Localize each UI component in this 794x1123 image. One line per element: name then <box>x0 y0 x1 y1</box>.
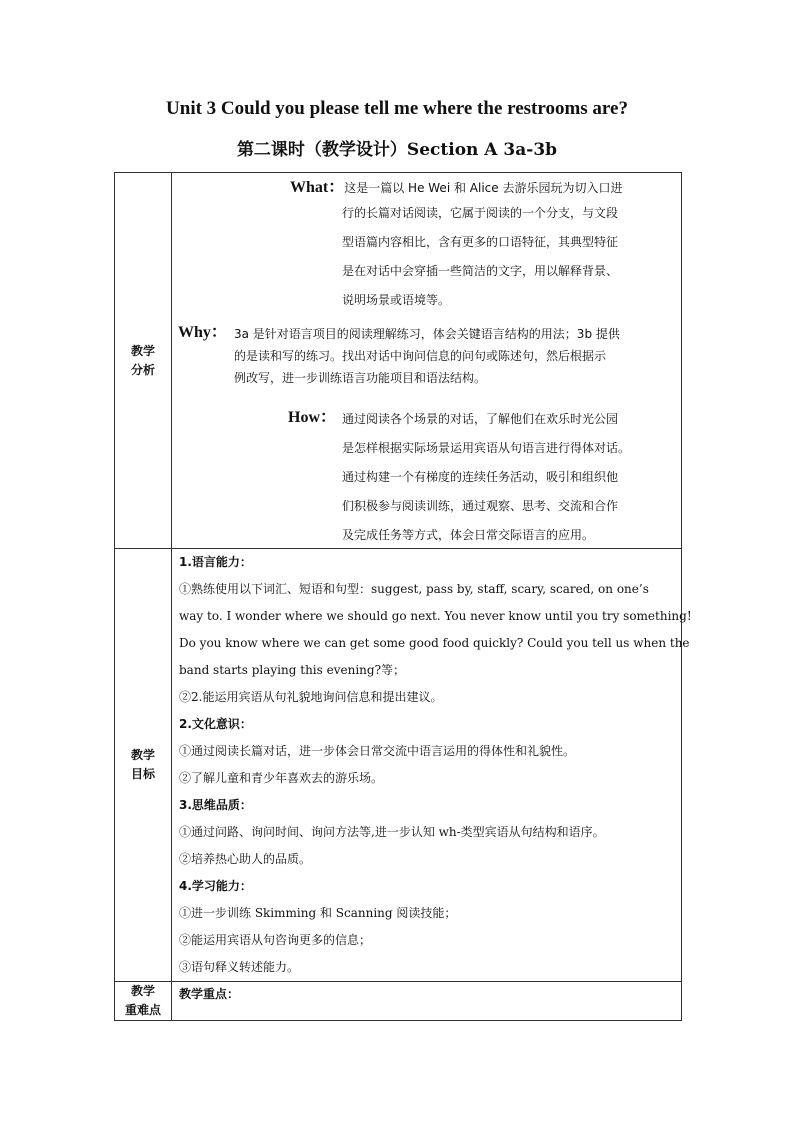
keypoints-row <box>115 982 682 1021</box>
how-line: 及完成任务等方式，体会日常交际语言的应用。 <box>342 528 595 542</box>
objective-heading: 3.思维品质： <box>179 798 252 812</box>
how-line: 通过构建一个有梯度的连续任务活动，吸引和组织他 <box>342 470 619 484</box>
objective-item: way to. I wonder where we should go next. You never know until you try something! <box>179 609 692 623</box>
objective-heading: 4.学习能力： <box>179 879 252 893</box>
page-title-english: Unit 3 Could you please tell me where the restrooms are? <box>166 98 628 119</box>
objective-item: band starts playing this evening?等； <box>179 663 405 677</box>
objective-item: ③语句释义转述能力。 <box>179 960 300 974</box>
why-line: 3a 是针对语言项目的阅读理解练习，体会关键语言结构的用法；3b 提供 <box>234 327 620 341</box>
objective-item: ①熟练使用以下词汇、短语和句型：suggest, pass by, staff, scary, scared, on one’s <box>179 582 649 596</box>
how-keyword: How： <box>288 409 337 426</box>
what-line: 行的长篇对话阅读，它属于阅读的一个分支，与文段 <box>342 206 619 220</box>
why-line: 例改写，进一步训练语言功能项目和语法结构。 <box>234 371 487 385</box>
how-line: 们积极参与阅读训练，通过观察、思考、交流和合作 <box>342 499 619 513</box>
how-section <box>288 405 680 550</box>
keypoints-label: 教学 重难点 <box>115 982 172 1021</box>
what-keyword: What： <box>290 179 345 196</box>
why-line: 的是读和写的练习。找出对话中询问信息的问句或陈述句，然后根据示 <box>234 349 607 363</box>
analysis-content <box>172 173 682 549</box>
objectives-row <box>115 549 682 982</box>
what-line: 这是一篇以 He Wei 和 Alice 去游乐园玩为切入口进 <box>344 181 623 195</box>
objective-heading: 2.文化意识： <box>179 717 252 731</box>
objectives-label: 教学 目标 <box>115 549 172 982</box>
how-line: 通过阅读各个场景的对话，了解他们在欢乐时光公园 <box>342 412 619 426</box>
keypoints-content <box>172 982 682 1021</box>
objective-item: ②了解儿童和青少年喜欢去的游乐场。 <box>179 771 384 785</box>
analysis-label: 教学 分析 <box>115 173 172 549</box>
objective-heading: 1.语言能力： <box>179 555 252 569</box>
what-section <box>288 177 680 315</box>
page-title-chinese: 第二课时（教学设计）Section A 3a-3b <box>236 140 558 160</box>
how-line: 是怎样根据实际场景运用宾语从句语言进行得体对话。 <box>342 441 631 455</box>
lesson-plan-table <box>114 172 692 1021</box>
objective-item: ②能运用宾语从句咨询更多的信息； <box>179 933 372 947</box>
objective-item: ②培养热心助人的品质。 <box>179 852 312 866</box>
what-line: 说明场景或语境等。 <box>342 293 451 307</box>
keypoints-heading: 教学重点： <box>179 987 240 1001</box>
what-line: 是在对话中会穿插一些简洁的文字，用以解释背景、 <box>342 264 619 278</box>
objective-item: Do you know where we can get some good food quickly? Could you tell us when the <box>179 636 690 650</box>
objectives-list <box>172 549 692 981</box>
objective-item: ②2.能运用宾语从句礼貌地询问信息和提出建议。 <box>179 690 443 704</box>
objective-item: ①进一步训练 Skimming 和 Scanning 阅读技能； <box>179 906 457 920</box>
objective-item: ①通过问路、询问时间、询问方法等,进一步认知 wh-类型宾语从句结构和语序。 <box>179 825 605 839</box>
analysis-row <box>115 173 682 549</box>
objectives-content <box>172 549 692 982</box>
why-section <box>178 323 678 389</box>
why-keyword: Why： <box>178 324 227 341</box>
what-line: 型语篇内容相比，含有更多的口语特征，其典型特征 <box>342 235 619 249</box>
objective-item: ①通过阅读长篇对话，进一步体会日常交流中语言运用的得体性和礼貌性。 <box>179 744 576 758</box>
